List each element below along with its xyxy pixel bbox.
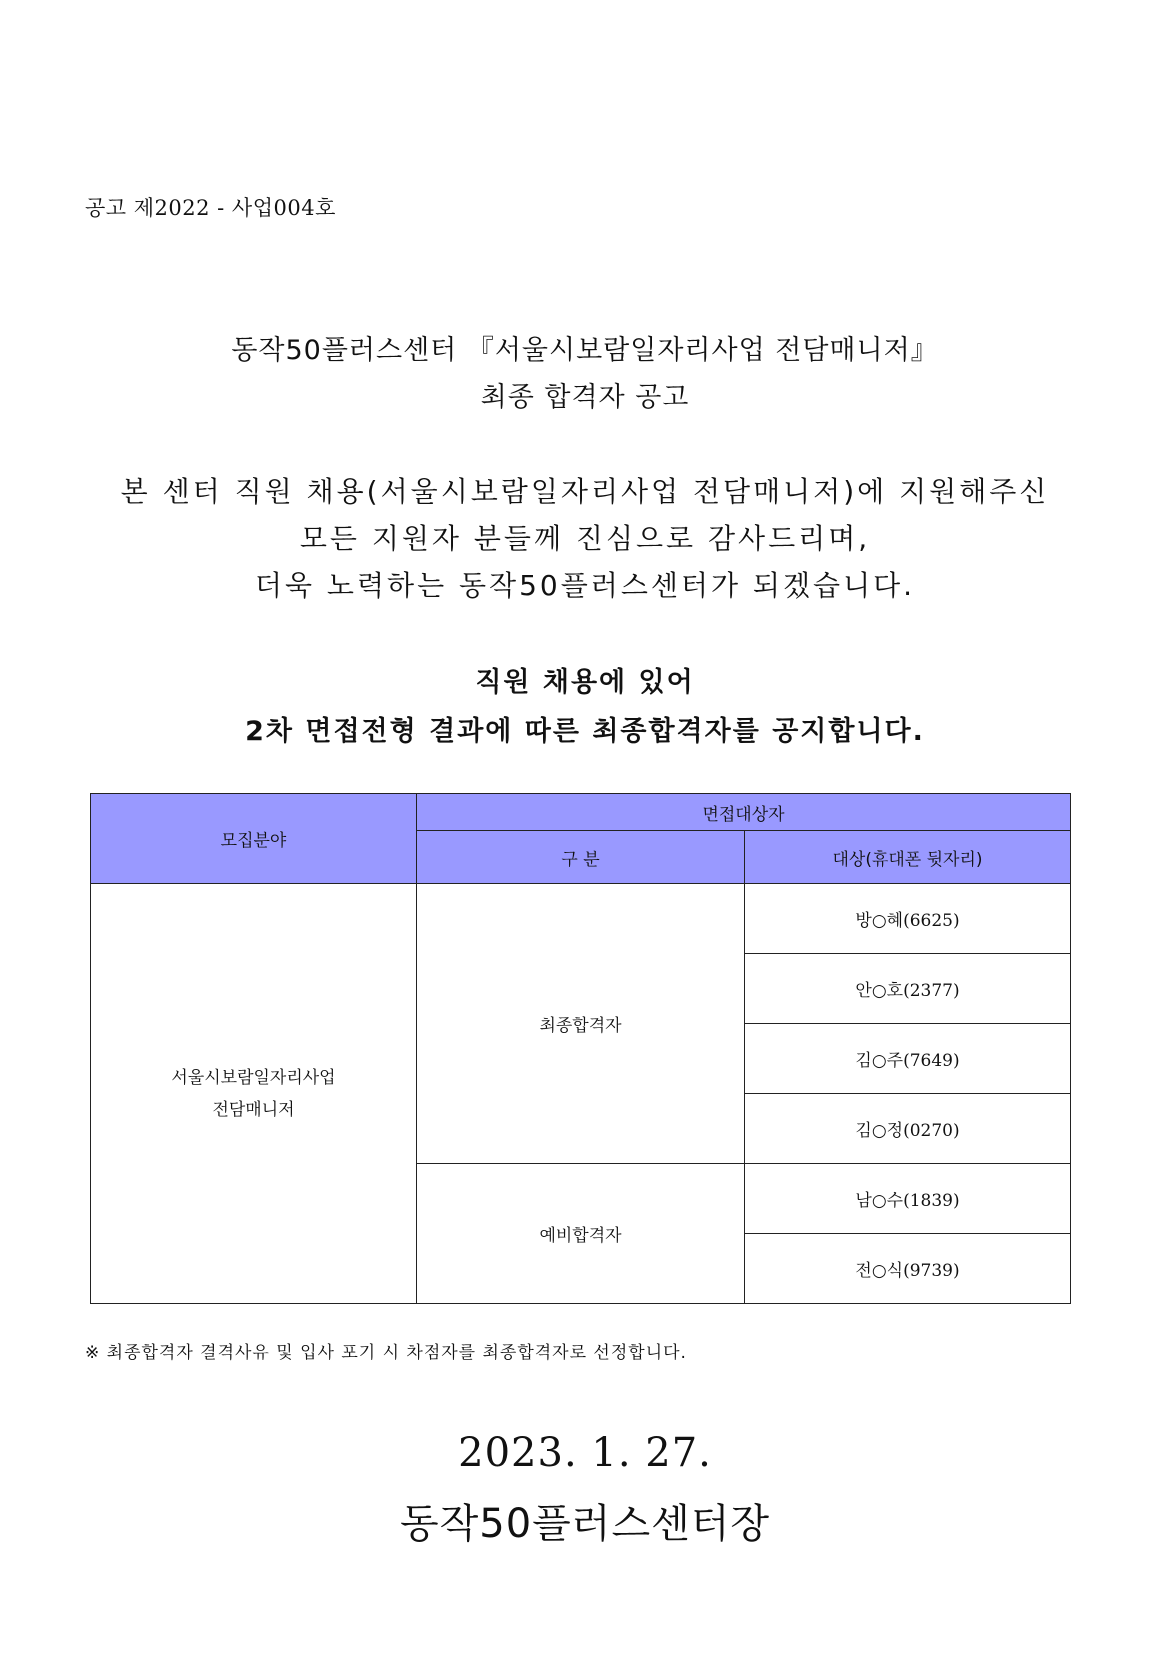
header-category: 구 분: [417, 831, 745, 884]
field-cell: [91, 884, 417, 1304]
footnote: ※ 최종합격자 결격사유 및 입사 포기 시 차점자를 최종합격자로 선정합니다.: [85, 1343, 687, 1363]
body-line-1: 본 센터 직원 채용(서울시보람일자리사업 전담매니저)에 지원해주신: [120, 475, 1050, 508]
table-row: [91, 884, 1071, 954]
category-reserve: 예비합격자: [417, 1164, 745, 1304]
title-line-2: 최종 합격자 공고: [480, 382, 690, 413]
person-cell: 김○정(0270): [745, 1094, 1071, 1164]
notice-line-1: 직원 채용에 있어: [475, 667, 695, 698]
title-line-1: 동작50플러스센터 『서울시보람일자리사업 전담매니저』: [231, 335, 939, 366]
person-cell: 남○수(1839): [745, 1164, 1071, 1234]
person-cell: 방○혜(6625): [745, 884, 1071, 954]
category-final: 최종합격자: [417, 884, 745, 1164]
header-field: 모집분야: [91, 794, 417, 884]
signature: 동작50플러스센터장: [399, 1501, 771, 1547]
body-line-2: 모든 지원자 분들께 진심으로 감사드리며,: [299, 522, 871, 555]
results-table: [90, 793, 1071, 1304]
document-number: 공고 제2022 - 사업004호: [85, 196, 336, 220]
date: 2023. 1. 27.: [458, 1430, 712, 1476]
body-line-3: 더욱 노력하는 동작50플러스센터가 되겠습니다.: [254, 569, 916, 602]
person-cell: 전○식(9739): [745, 1234, 1071, 1304]
header-target: 대상(휴대폰 뒷자리): [745, 831, 1071, 884]
person-cell: 김○주(7649): [745, 1024, 1071, 1094]
field-line-1: 서울시보람일자리사업: [171, 1067, 336, 1088]
notice-line-2: 2차 면접전형 결과에 따른 최종합격자를 공지합니다.: [245, 716, 925, 747]
field-line-2: 전담매니저: [212, 1099, 295, 1120]
header-row-1: [91, 794, 1071, 831]
person-cell: 안○호(2377): [745, 954, 1071, 1024]
header-interviewees: 면접대상자: [417, 794, 1071, 831]
